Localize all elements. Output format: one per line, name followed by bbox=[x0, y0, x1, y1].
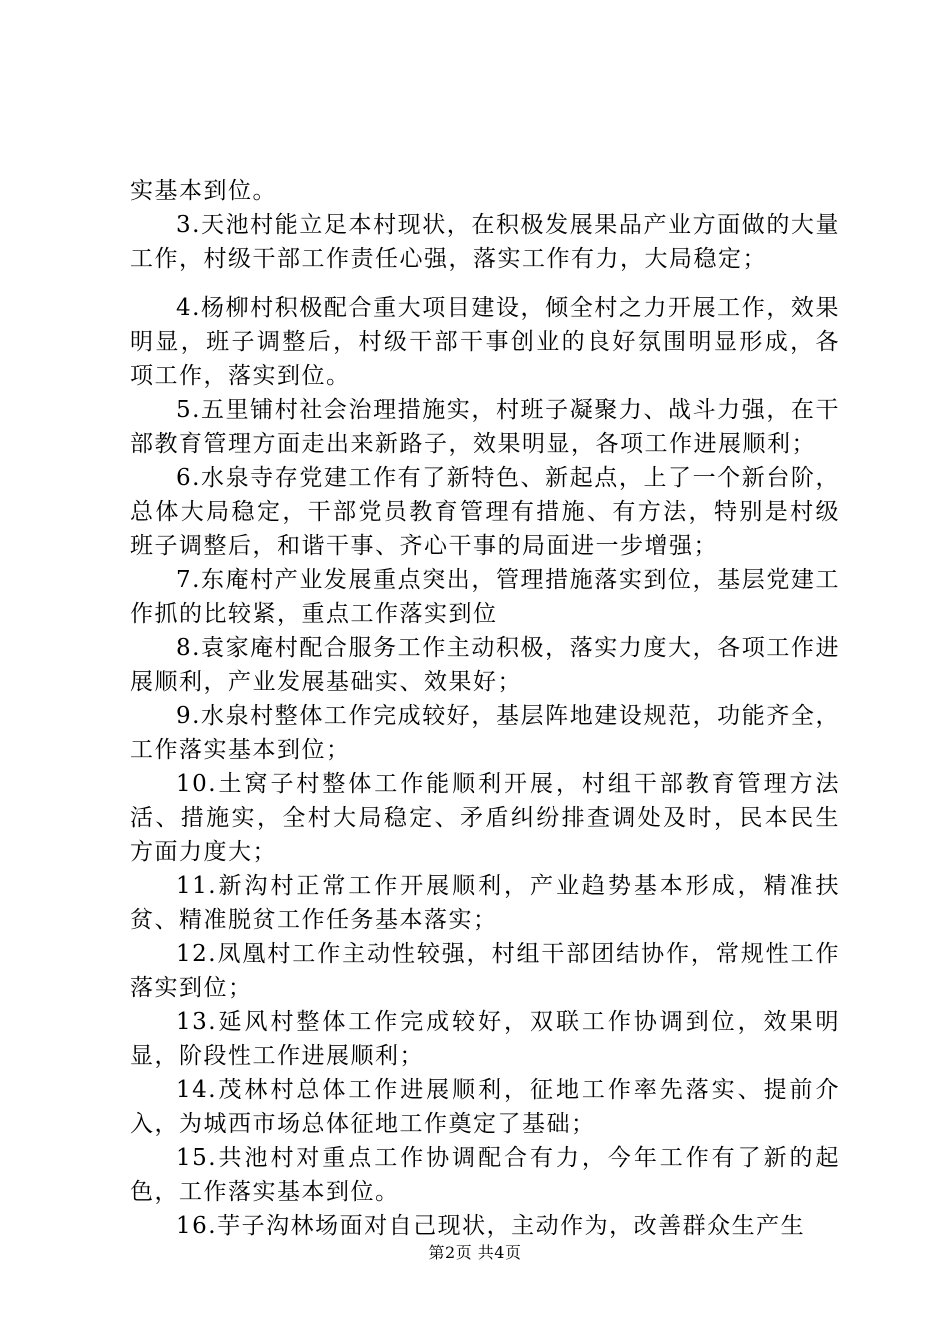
paragraph-item-13: 13.延风村整体工作完成较好，双联工作协调到位，效果明显，阶段性工作进展顺利； bbox=[130, 1009, 840, 1069]
paragraph-continuation: 实基本到位。 bbox=[130, 178, 277, 204]
paragraph-item-5: 5.五里铺村社会治理措施实，村班子凝聚力、战斗力强，在干部教育管理方面走出来新路子，效果明显，各项工作进展顺利； bbox=[130, 397, 840, 457]
paragraph-item-11: 11.新沟村正常工作开展顺利，产业趋势基本形成，精准扶贫、精准脱贫工作任务基本落实； bbox=[130, 873, 840, 933]
paragraph-item-14: 14.茂林村总体工作进展顺利，征地工作率先落实、提前介入，为城西市场总体征地工作奠定了基础； bbox=[130, 1077, 840, 1137]
paragraph-item-12: 12.凤凰村工作主动性较强，村组干部团结协作，常规性工作落实到位； bbox=[130, 941, 840, 1001]
paragraph-item-4: 4.杨柳村积极配合重大项目建设，倾全村之力开展工作，效果明显，班子调整后，村级干部干事创业的良好氛围明显形成，各项工作，落实到位。 bbox=[130, 295, 840, 389]
paragraph-item-9: 9.水泉村整体工作完成较好，基层阵地建设规范，功能齐全，工作落实基本到位； bbox=[130, 703, 840, 763]
paragraph-item-15: 15.共池村对重点工作协调配合有力，今年工作有了新的起色，工作落实基本到位。 bbox=[130, 1145, 840, 1205]
paragraph-item-3: 3.天池村能立足本村现状，在积极发展果品产业方面做的大量工作，村级干部工作责任心强，落实工作有力，大局稳定； bbox=[130, 212, 840, 272]
paragraph-item-7: 7.东庵村产业发展重点突出，管理措施落实到位，基层党建工作抓的比较紧，重点工作落实到位 bbox=[130, 567, 840, 627]
paragraph-item-6: 6.水泉寺存党建工作有了新特色、新起点，上了一个新台阶，总体大局稳定，干部党员教育管理有措施、有方法，特别是村级班子调整后，和谐干事、齐心干事的局面进一步增强； bbox=[130, 465, 840, 559]
page-number-footer: 第2页 共4页 bbox=[428, 1243, 522, 1262]
paragraph-item-16: 16.芋子沟林场面对自己现状，主动作为，改善群众生产生 bbox=[176, 1213, 806, 1239]
paragraph-item-10: 10.土窝子村整体工作能顺利开展，村组干部教育管理方法活、措施实，全村大局稳定、矛盾纠纷排查调处及时，民本民生方面力度大； bbox=[130, 771, 840, 865]
paragraph-item-8: 8.袁家庵村配合服务工作主动积极，落实力度大，各项工作进展顺利，产业发展基础实、效果好； bbox=[130, 635, 840, 695]
document-body bbox=[130, 174, 840, 1243]
